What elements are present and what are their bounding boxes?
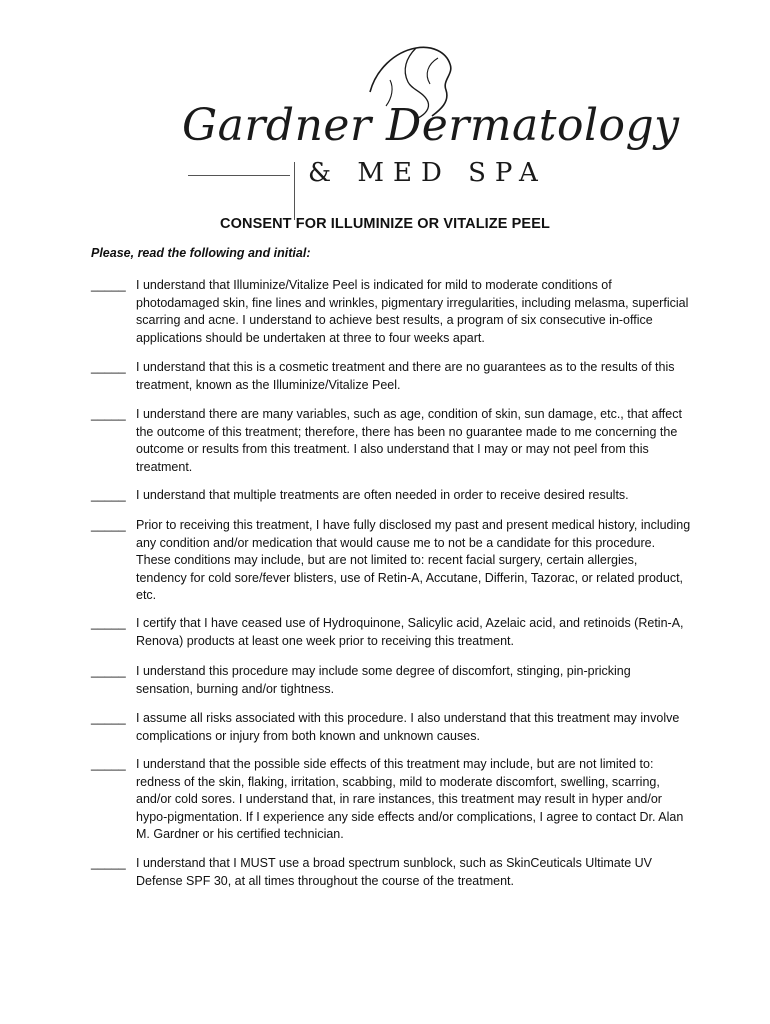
initial-blank[interactable]: _____ <box>91 711 126 725</box>
consent-item-text: I understand that multiple treatments are often needed in order to receive desired results. <box>136 488 629 502</box>
consent-item-text: I assume all risks associated with this procedure. I also understand that this treatment may involve complications or injury from both known and unknown causes. <box>136 711 680 743</box>
consent-item-text: I understand there are many variables, such as age, condition of skin, sun damage, etc., that affect the outcome of this treatment; therefore, there has been no guarantee made to me concerning the outcome or results from this treatment. I also understand that I may or may not peel from this treatment. <box>136 407 682 474</box>
instruction-text: Please, read the following and initial: <box>91 246 311 260</box>
gardner-dermatology-logo <box>180 40 680 190</box>
consent-item-text: I understand this procedure may include some degree of discomfort, stinging, pin-pricking sensation, burning and/or tightness. <box>136 664 631 696</box>
initial-blank[interactable]: _____ <box>91 518 126 532</box>
initial-blank[interactable]: _____ <box>91 407 126 421</box>
consent-item-text: I understand that Illuminize/Vitalize Peel is indicated for mild to moderate conditions of photodamaged skin, fine lines and wrinkles, pigmentary irregularities, including melasma, superficial scarring and acne. I understand to achieve best results, a program of six consecutive in-office applications should be undertaken at three to four weeks apart. <box>136 278 689 345</box>
initial-blank[interactable]: _____ <box>91 664 126 678</box>
initial-blank[interactable]: _____ <box>91 488 126 502</box>
document-title: CONSENT FOR ILLUMINIZE OR VITALIZE PEEL <box>220 216 550 232</box>
initial-blank[interactable]: _____ <box>91 856 126 870</box>
initial-blank[interactable]: _____ <box>91 278 126 292</box>
consent-item-text: I understand that this is a cosmetic treatment and there are no guarantees as to the results of this treatment, known as the Illuminize/Vitalize Peel. <box>136 360 675 392</box>
logo-vertical-bar <box>294 162 295 220</box>
initial-blank[interactable]: _____ <box>91 757 126 771</box>
logo-main-text: Gardner Dermatology <box>182 100 680 151</box>
logo-divider-line <box>188 175 290 176</box>
consent-item-text: I certify that I have ceased use of Hydroquinone, Salicylic acid, Azelaic acid, and retinoids (Retin-A, Renova) products at least one week prior to receiving this treatment. <box>136 616 684 648</box>
consent-item-text: I understand that the possible side effects of this treatment may include, but are not limited to: redness of the skin, flaking, irritation, scabbing, mild to moderate discomfort, swelling, scarring, and/or cold sores. I understand that, in rare instances, this treatment may result in hyper and/or hypo-pigmentation. If I experience any side effects and/or complications, I agree to contact Dr. Alan M. Gardner or his certified technician. <box>136 757 684 841</box>
initial-blank[interactable]: _____ <box>91 360 126 374</box>
consent-item-text: Prior to receiving this treatment, I have fully disclosed my past and present medical history, including any condition and/or medication that would cause me to not be a candidate for this procedure. These conditions may include, but are not limited to: recent facial surgery, certain allergies, tendency for cold sore/fever blisters, use of Retin-A, Accutane, Differin, Tazorac, or related product, etc. <box>136 518 691 602</box>
initial-blank[interactable]: _____ <box>91 616 126 630</box>
logo-sub-text: & MED SPA <box>308 158 547 188</box>
consent-item-text: I understand that I MUST use a broad spectrum sunblock, such as SkinCeuticals Ultimate UV Defense SPF 30, at all times throughout the course of the treatment. <box>136 856 652 888</box>
